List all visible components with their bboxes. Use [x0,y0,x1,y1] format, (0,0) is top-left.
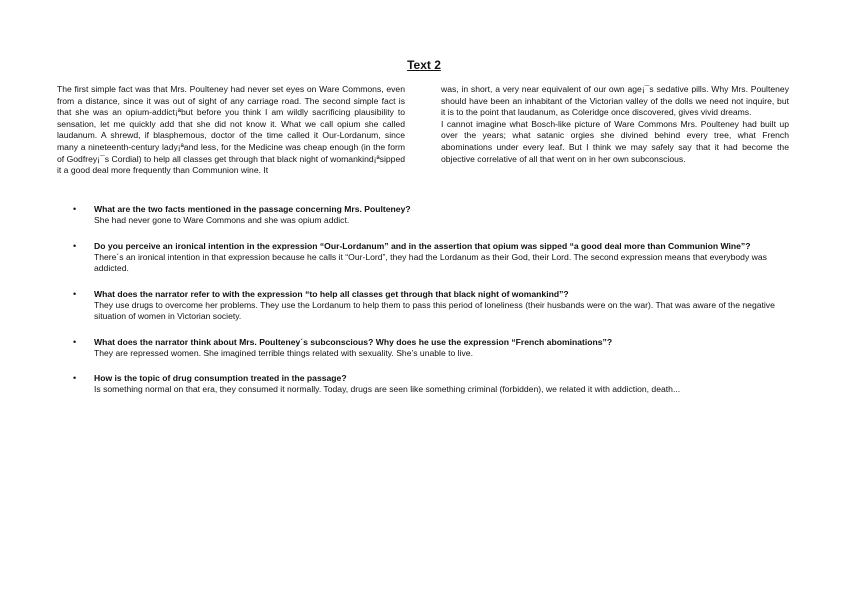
question-text: What does the narrator refer to with the expression “to help all classes get through that black night of womankind”? [94,288,569,299]
bullet-icon: • [73,336,77,347]
list-item [57,289,792,323]
answer-text: They use drugs to overcome her problems. They use the Lordanum to help them to pass this period of loneliness (their husbands were on the war). That was aware of the negative situation of women in Victorian society. [94,299,775,321]
question-text: What does the narrator think about Mrs. Poulteney´s subconscious? Why does he use the expression “French abominations”? [94,336,613,347]
answer-text: Is something normal on that era, they consumed it normally. Today, drugs are seen like something criminal (forbidden), we related it with addiction, death... [94,384,681,394]
passage-paragraph: I cannot imagine what Bosch-like picture of Ware Commons Mrs. Poulteney had built up over the years; what satanic orgies she divined behind every tree, what French abominations under every leaf. But I think we may safely say that it had become the objective correlative of all that went on in her own subconscious. [441,118,789,164]
question-list [57,204,792,410]
list-item [57,337,792,360]
list-item [57,204,792,227]
page-title: Text 2 [407,58,441,72]
passage-paragraph: The first simple fact was that Mrs. Poulteney had never set eyes on Ware Commons, even from a distance, since it was out of sight of any carriage road. The second simple fact is that she was an opium-addict¡ªbut before you think I am wildly sacrificing plausibility to sensation, let me quickly add that she did not know it. What we call opium she called laudanum. A shrewd, if blasphemous, doctor of the time called it Our-Lordanum, since many a nineteenth-century lady¡ªand less, for the Medicine was cheap enough (in the form of Godfrey¡¯s Cordial) to help all classes get through that black night of womankind¡ªsipped it a good deal more frequently than Communion wine. It [57,84,405,176]
question-text: How is the topic of drug consumption treated in the passage? [94,373,347,383]
answer-text: She had never gone to Ware Commons and she was opium addict. [94,215,350,225]
passage-paragraph: was, in short, a very near equivalent of our own age¡¯s sedative pills. Why Mrs. Poulteney should have been an inhabitant of the Victorian valley of the dolls we need not inquire, but it is to the point that laudanum, as Coleridge once discovered, gives vivid dreams. [441,84,789,118]
answer-text: There´s an ironical intention in that expression because he calls it “Our-Lord”, they had the Lordanum as their God, their Lord. The second expression means that everybody was addicted. [94,251,767,273]
bullet-icon: • [73,373,77,383]
question-text: Do you perceive an ironical intention in the expression “Our-Lordanum” and in the assertion that opium was sipped “a good deal more than Communion Wine”? [94,240,751,251]
question-text: What are the two facts mentioned in the passage concerning Mrs. Poulteney? [94,204,411,214]
list-item [57,373,792,396]
passage-right-column [441,84,789,165]
passage-left-column [57,84,405,177]
list-item [57,241,792,275]
bullet-icon: • [73,240,77,251]
answer-text: They are repressed women. She imagined terrible things related with sexuality. She’s unable to live. [94,347,473,358]
bullet-icon: • [73,204,77,214]
bullet-icon: • [73,288,77,299]
